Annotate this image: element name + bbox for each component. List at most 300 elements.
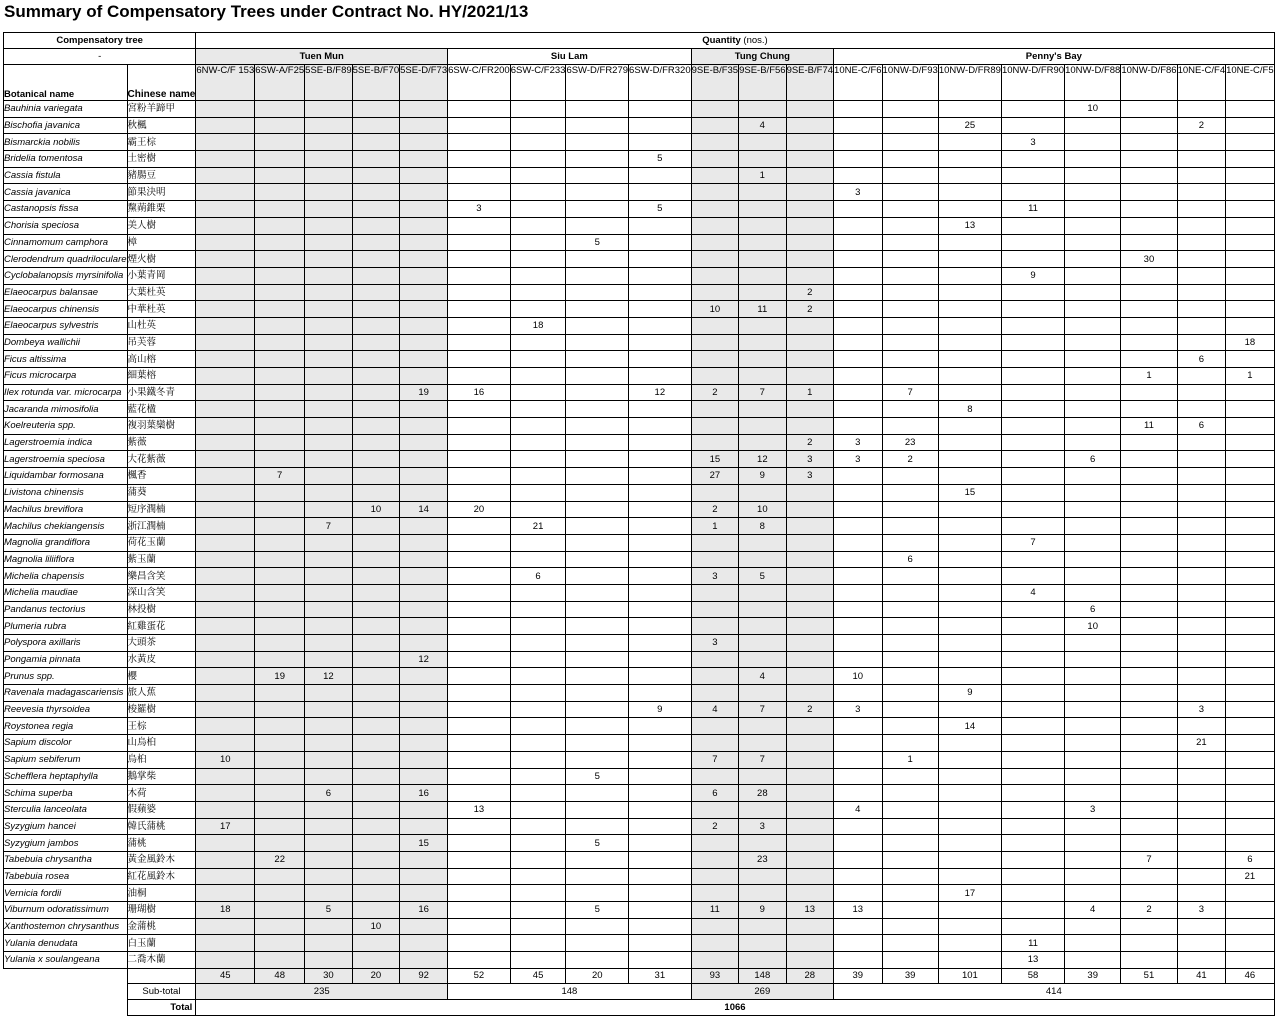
quantity-cell: [629, 267, 692, 284]
quantity-cell: [1121, 635, 1177, 652]
quantity-cell: [255, 818, 305, 835]
quantity-cell: [1065, 368, 1121, 385]
quantity-cell: [196, 851, 255, 868]
quantity-cell: 1: [786, 384, 833, 401]
chinese-name-cell: 大葉杜英: [127, 284, 196, 301]
quantity-cell: [352, 151, 399, 168]
chinese-name-cell: 複羽葉欒樹: [127, 418, 196, 435]
botanical-name-cell: Machilus breviflora: [4, 501, 128, 518]
quantity-cell: [255, 618, 305, 635]
botanical-name-cell: Pandanus tectorius: [4, 601, 128, 618]
botanical-name-cell: Syzygium jambos: [4, 835, 128, 852]
quantity-cell: [1121, 551, 1177, 568]
quantity-cell: [305, 618, 352, 635]
quantity-cell: [196, 584, 255, 601]
quantity-cell: [1177, 935, 1226, 952]
quantity-cell: [305, 484, 352, 501]
quantity-cell: [510, 785, 566, 802]
quantity-cell: 7: [739, 701, 786, 718]
chinese-name-cell: 節果決明: [127, 184, 196, 201]
quantity-cell: [938, 434, 1001, 451]
quantity-cell: [305, 818, 352, 835]
quantity-cell: [1001, 334, 1064, 351]
quantity-cell: [448, 368, 511, 385]
quantity-cell: [1226, 217, 1275, 234]
quantity-cell: [739, 601, 786, 618]
table-row: [4, 584, 1275, 601]
quantity-cell: [882, 518, 938, 535]
quantity-cell: [691, 718, 738, 735]
quantity-cell: [629, 635, 692, 652]
quantity-cell: [400, 918, 448, 935]
quantity-cell: [938, 284, 1001, 301]
quantity-cell: [1065, 267, 1121, 284]
quantity-cell: [691, 167, 738, 184]
quantity-cell: [1121, 568, 1177, 585]
quantity-cell: [1065, 201, 1121, 218]
quantity-cell: [938, 151, 1001, 168]
quantity-cell: [1121, 468, 1177, 485]
quantity-cell: [834, 418, 883, 435]
quantity-cell: [400, 151, 448, 168]
quantity-cell: [1177, 334, 1226, 351]
quantity-cell: [566, 368, 629, 385]
quantity-cell: [196, 284, 255, 301]
quantity-cell: [786, 718, 833, 735]
quantity-cell: 16: [448, 384, 511, 401]
quantity-cell: [739, 368, 786, 385]
botanical-name-cell: Tabebuia rosea: [4, 868, 128, 885]
table-row: [4, 668, 1275, 685]
quantity-cell: [352, 768, 399, 785]
quantity-cell: [1121, 134, 1177, 151]
quantity-cell: [786, 167, 833, 184]
quantity-cell: [352, 534, 399, 551]
quantity-cell: [739, 434, 786, 451]
chinese-name-cell: 大頭茶: [127, 635, 196, 652]
compensatory-tree-header: Compensatory tree: [4, 33, 196, 49]
quantity-cell: [1177, 918, 1226, 935]
quantity-cell: [400, 101, 448, 118]
table-row: [4, 184, 1275, 201]
quantity-cell: [786, 401, 833, 418]
table-row: [4, 217, 1275, 234]
quantity-cell: [786, 735, 833, 752]
quantity-cell: [400, 885, 448, 902]
quantity-cell: 12: [305, 668, 352, 685]
quantity-cell: [1226, 184, 1275, 201]
quantity-cell: [255, 501, 305, 518]
quantity-cell: [882, 217, 938, 234]
quantity-cell: [1001, 151, 1064, 168]
quantity-cell: [1001, 568, 1064, 585]
quantity-cell: [255, 101, 305, 118]
quantity-cell: [255, 184, 305, 201]
chinese-name-cell: 紫薇: [127, 434, 196, 451]
quantity-cell: [566, 351, 629, 368]
quantity-cell: [1121, 618, 1177, 635]
quantity-cell: [882, 952, 938, 969]
quantity-cell: [400, 735, 448, 752]
table-row: [4, 918, 1275, 935]
quantity-cell: [510, 101, 566, 118]
quantity-cell: [1121, 835, 1177, 852]
quantity-cell: 14: [400, 501, 448, 518]
quantity-cell: [1065, 768, 1121, 785]
quantity-cell: [882, 618, 938, 635]
table-row: [4, 768, 1275, 785]
quantity-cell: [510, 301, 566, 318]
quantity-cell: [352, 935, 399, 952]
quantity-cell: [352, 868, 399, 885]
quantity-cell: [834, 251, 883, 268]
quantity-cell: [739, 184, 786, 201]
quantity-cell: [938, 584, 1001, 601]
quantity-cell: [786, 217, 833, 234]
quantity-cell: [305, 351, 352, 368]
quantity-cell: [566, 668, 629, 685]
chinese-name-cell: 短序潤楠: [127, 501, 196, 518]
quantity-cell: [448, 284, 511, 301]
quantity-cell: [629, 501, 692, 518]
quantity-cell: [196, 167, 255, 184]
quantity-cell: [834, 768, 883, 785]
quantity-cell: [510, 351, 566, 368]
chinese-name-cell: 土密樹: [127, 151, 196, 168]
quantity-cell: [834, 785, 883, 802]
quantity-cell: [629, 668, 692, 685]
quantity-cell: [196, 835, 255, 852]
quantity-cell: [938, 818, 1001, 835]
quantity-cell: [510, 434, 566, 451]
subtotal-label: Sub-total: [127, 983, 196, 999]
quantity-cell: [400, 317, 448, 334]
column-sum-cell: 51: [1121, 968, 1177, 983]
quantity-cell: [938, 384, 1001, 401]
quantity-cell: [882, 151, 938, 168]
quantity-cell: [448, 451, 511, 468]
quantity-cell: [691, 267, 738, 284]
quantity-cell: [1177, 751, 1226, 768]
quantity-cell: [305, 167, 352, 184]
quantity-cell: [786, 751, 833, 768]
quantity-cell: [352, 284, 399, 301]
quantity-cell: [882, 868, 938, 885]
quantity-cell: [400, 234, 448, 251]
quantity-cell: 3: [448, 201, 511, 218]
quantity-cell: [255, 434, 305, 451]
quantity-label: Quantity: [702, 35, 741, 46]
quantity-cell: 10: [1065, 101, 1121, 118]
quantity-cell: [938, 618, 1001, 635]
chinese-name-cell: 荷花玉蘭: [127, 534, 196, 551]
quantity-cell: [938, 317, 1001, 334]
table-row: [4, 735, 1275, 752]
quantity-cell: [255, 451, 305, 468]
quantity-cell: [834, 551, 883, 568]
quantity-cell: [834, 134, 883, 151]
quantity-cell: [1226, 501, 1275, 518]
quantity-cell: [834, 952, 883, 969]
quantity-cell: [305, 384, 352, 401]
quantity-cell: [938, 935, 1001, 952]
quantity-cell: [1065, 551, 1121, 568]
table-row: [4, 167, 1275, 184]
quantity-cell: [691, 201, 738, 218]
quantity-cell: [510, 251, 566, 268]
quantity-cell: [882, 835, 938, 852]
quantity-cell: [1226, 418, 1275, 435]
quantity-cell: [305, 284, 352, 301]
quantity-cell: [255, 685, 305, 702]
quantity-cell: [1121, 918, 1177, 935]
quantity-cell: [786, 768, 833, 785]
quantity-cell: [1177, 618, 1226, 635]
quantity-cell: [882, 902, 938, 919]
quantity-cell: [882, 584, 938, 601]
quantity-cell: 21: [1177, 735, 1226, 752]
quantity-cell: [196, 701, 255, 718]
quantity-cell: [938, 267, 1001, 284]
quantity-cell: [739, 935, 786, 952]
quantity-cell: 3: [1001, 134, 1064, 151]
quantity-cell: [305, 134, 352, 151]
quantity-cell: [786, 952, 833, 969]
quantity-cell: [400, 551, 448, 568]
quantity-cell: [1121, 301, 1177, 318]
chinese-name-cell: 大花紫薇: [127, 451, 196, 468]
quantity-cell: [786, 818, 833, 835]
quantity-cell: [629, 434, 692, 451]
quantity-cell: [510, 234, 566, 251]
quantity-cell: [786, 918, 833, 935]
quantity-cell: [834, 718, 883, 735]
quantity-cell: 3: [834, 434, 883, 451]
header-row-2: [4, 49, 1275, 65]
quantity-cell: [510, 184, 566, 201]
quantity-cell: [834, 334, 883, 351]
quantity-cell: [510, 451, 566, 468]
quantity-cell: [739, 618, 786, 635]
quantity-cell: [882, 601, 938, 618]
quantity-cell: [1121, 718, 1177, 735]
quantity-cell: 6: [1065, 601, 1121, 618]
quantity-cell: [1001, 167, 1064, 184]
quantity-cell: [352, 851, 399, 868]
quantity-cell: [196, 635, 255, 652]
quantity-cell: [448, 651, 511, 668]
quantity-cell: [834, 484, 883, 501]
quantity-cell: 13: [834, 902, 883, 919]
quantity-cell: [834, 117, 883, 134]
table-row: [4, 635, 1275, 652]
quantity-cell: [448, 735, 511, 752]
quantity-cell: [352, 267, 399, 284]
quantity-cell: [1177, 952, 1226, 969]
quantity-cell: [510, 918, 566, 935]
quantity-cell: [691, 401, 738, 418]
quantity-cell: [400, 868, 448, 885]
quantity-cell: [566, 534, 629, 551]
quantity-cell: [1065, 334, 1121, 351]
quantity-cell: [1065, 918, 1121, 935]
quantity-cell: [1226, 351, 1275, 368]
quantity-cell: [305, 801, 352, 818]
quantity-cell: [1065, 751, 1121, 768]
quantity-cell: [196, 201, 255, 218]
quantity-cell: [629, 401, 692, 418]
quantity-cell: [1121, 501, 1177, 518]
quantity-cell: [1226, 134, 1275, 151]
quantity-cell: [1001, 234, 1064, 251]
table-row: [4, 718, 1275, 735]
quantity-cell: 9: [739, 468, 786, 485]
quantity-cell: [1065, 835, 1121, 852]
quantity-cell: [255, 751, 305, 768]
botanical-name-cell: Pongamia pinnata: [4, 651, 128, 668]
botanical-name-cell: Clerodendrum quadriloculare: [4, 251, 128, 268]
botanical-name-cell: Schefflera heptaphylla: [4, 768, 128, 785]
quantity-cell: [566, 501, 629, 518]
quantity-cell: 12: [400, 651, 448, 668]
quantity-cell: [1121, 751, 1177, 768]
quantity-cell: [566, 101, 629, 118]
column-code-header: 10NE-C/F5: [1226, 65, 1275, 101]
table-row: [4, 251, 1275, 268]
quantity-cell: [352, 651, 399, 668]
quantity-cell: [691, 768, 738, 785]
table-row: [4, 317, 1275, 334]
quantity-cell: [882, 534, 938, 551]
quantity-cell: [1001, 902, 1064, 919]
botanical-name-cell: Dombeya wallichii: [4, 334, 128, 351]
quantity-cell: 10: [739, 501, 786, 518]
quantity-cell: [834, 101, 883, 118]
quantity-cell: [739, 267, 786, 284]
quantity-cell: [352, 518, 399, 535]
quantity-cell: [786, 184, 833, 201]
quantity-cell: [1121, 484, 1177, 501]
quantity-cell: [566, 851, 629, 868]
quantity-cell: [882, 284, 938, 301]
quantity-cell: 5: [629, 151, 692, 168]
quantity-cell: [1226, 167, 1275, 184]
quantity-cell: 6: [1177, 418, 1226, 435]
quantity-cell: [834, 568, 883, 585]
chinese-name-cell: 白玉蘭: [127, 935, 196, 952]
quantity-cell: [352, 952, 399, 969]
quantity-cell: [1065, 735, 1121, 752]
quantity-cell: [834, 601, 883, 618]
quantity-cell: [786, 935, 833, 952]
quantity-cell: [352, 551, 399, 568]
quantity-cell: [834, 351, 883, 368]
quantity-cell: 3: [739, 818, 786, 835]
quantity-cell: [1121, 785, 1177, 802]
quantity-cell: [1065, 635, 1121, 652]
quantity-cell: [196, 484, 255, 501]
quantity-cell: 2: [786, 301, 833, 318]
quantity-cell: [400, 251, 448, 268]
quantity-cell: [255, 134, 305, 151]
quantity-cell: [448, 918, 511, 935]
quantity-cell: [352, 167, 399, 184]
quantity-cell: [629, 835, 692, 852]
quantity-cell: [510, 835, 566, 852]
quantity-cell: [196, 334, 255, 351]
quantity-cell: [510, 468, 566, 485]
quantity-cell: [352, 635, 399, 652]
quantity-cell: [1226, 801, 1275, 818]
quantity-cell: 2: [882, 451, 938, 468]
quantity-cell: [510, 635, 566, 652]
quantity-cell: [510, 701, 566, 718]
quantity-cell: 3: [786, 451, 833, 468]
quantity-cell: [691, 284, 738, 301]
quantity-cell: [1177, 501, 1226, 518]
quantity-cell: [938, 518, 1001, 535]
quantity-cell: [1226, 601, 1275, 618]
quantity-cell: [510, 651, 566, 668]
blank-cell: [4, 968, 128, 983]
quantity-cell: [196, 184, 255, 201]
quantity-cell: [305, 451, 352, 468]
quantity-cell: [882, 718, 938, 735]
quantity-cell: [1001, 284, 1064, 301]
quantity-cell: [882, 651, 938, 668]
quantity-cell: 6: [882, 551, 938, 568]
quantity-cell: [510, 685, 566, 702]
quantity-cell: [400, 134, 448, 151]
quantity-cell: [786, 251, 833, 268]
quantity-cell: [196, 151, 255, 168]
quantity-cell: [196, 351, 255, 368]
quantity-cell: [1226, 701, 1275, 718]
quantity-cell: [1065, 534, 1121, 551]
quantity-cell: [786, 484, 833, 501]
quantity-cell: [882, 468, 938, 485]
quantity-cell: [305, 301, 352, 318]
quantity-cell: [882, 267, 938, 284]
quantity-cell: [352, 334, 399, 351]
quantity-cell: [1177, 184, 1226, 201]
quantity-cell: [510, 501, 566, 518]
quantity-cell: 9: [739, 902, 786, 919]
quantity-cell: [448, 334, 511, 351]
quantity-cell: 6: [1177, 351, 1226, 368]
quantity-cell: [448, 601, 511, 618]
quantity-cell: [691, 134, 738, 151]
quantity-cell: [882, 251, 938, 268]
quantity-cell: [510, 818, 566, 835]
quantity-cell: [448, 935, 511, 952]
quantity-cell: [1001, 484, 1064, 501]
quantity-cell: [1065, 217, 1121, 234]
quantity-cell: [629, 551, 692, 568]
quantity-cell: [305, 234, 352, 251]
quantity-cell: [400, 301, 448, 318]
chinese-name-cell: 烏桕: [127, 751, 196, 768]
quantity-cell: [305, 151, 352, 168]
quantity-cell: [196, 718, 255, 735]
quantity-cell: [566, 918, 629, 935]
chinese-name-cell: 樟: [127, 234, 196, 251]
quantity-cell: [1226, 267, 1275, 284]
quantity-cell: [691, 217, 738, 234]
botanical-name-cell: Cassia javanica: [4, 184, 128, 201]
quantity-cell: [400, 434, 448, 451]
quantity-cell: 5: [739, 568, 786, 585]
